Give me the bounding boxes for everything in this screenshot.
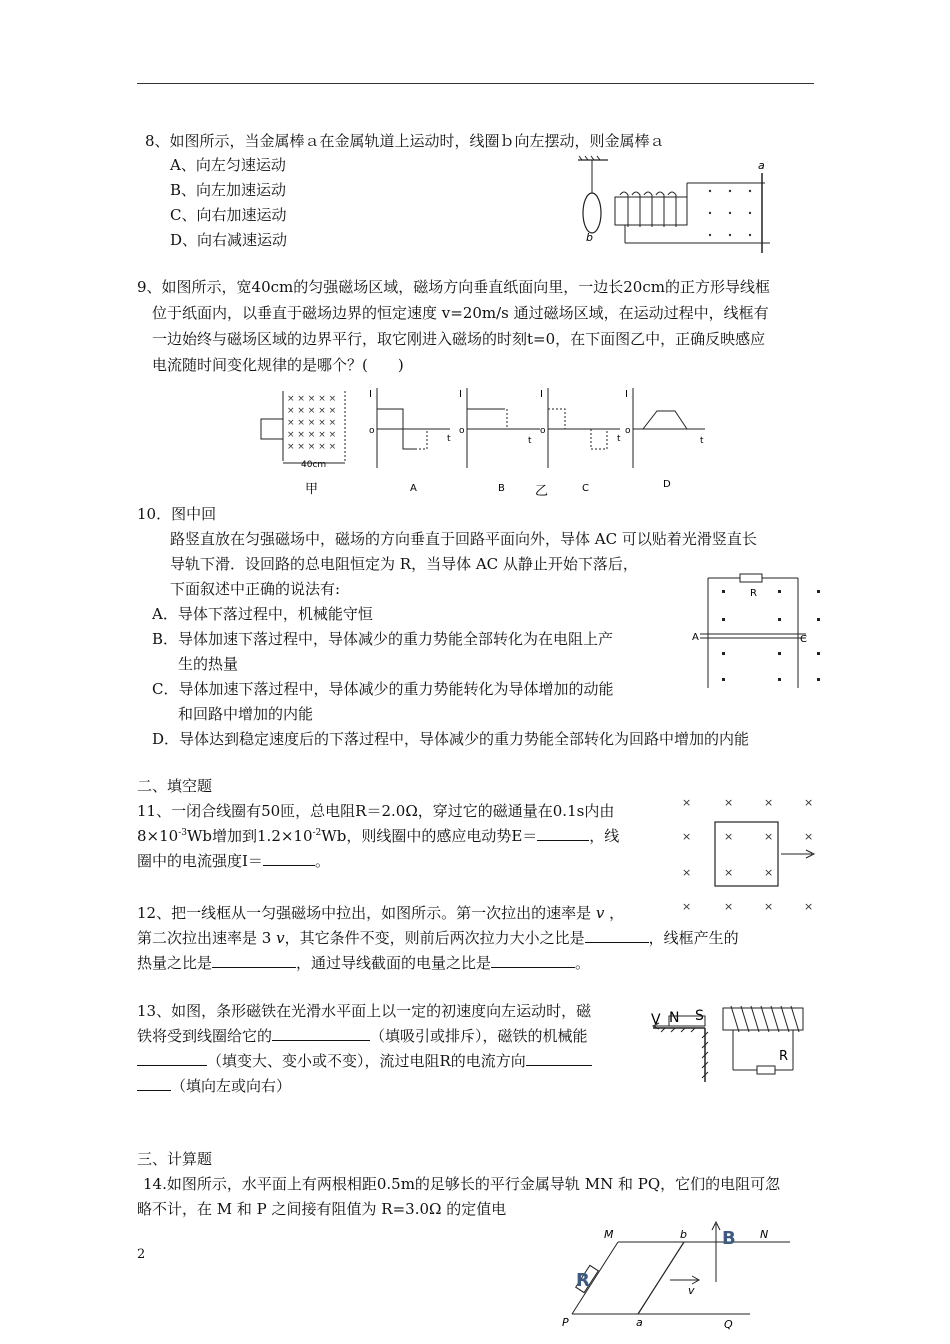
q14-label-N: N [760,1228,769,1241]
section-fill-in: 二、填空题 [137,777,213,795]
q9-line3: 一边始终与磁场区域的边界平行，取它刚进入磁场的时刻t=0，在下面图乙中，正确反映感应 [152,330,766,348]
q9-B-axis-I: I [459,389,462,400]
q12-line3: 热量之比是 ，通过导线截面的电量之比是 。 [137,954,591,972]
svg-text:×: × [682,830,692,843]
q14-label-v: v [688,1284,695,1297]
q9-D-axis-I: I [625,389,628,400]
q12-blank-charge[interactable] [491,953,575,968]
q9-B-axis-t: t [528,436,532,446]
svg-text:×: × [724,866,734,879]
q12-blank-heat[interactable] [212,953,296,968]
svg-text:× × × × ×: × × × × × [287,442,337,452]
q8-label-b: b [586,231,593,244]
svg-text:×: × [682,866,692,879]
q10-option-a: A．导体下落过程中，机械能守恒 [152,605,373,623]
q11-blank-current[interactable] [263,851,315,866]
q10-figure [690,570,830,688]
q13-label-N: N [669,1010,680,1026]
svg-text:×: × [682,900,692,913]
q9-A-axis-I: I [369,389,372,400]
q13-line1: 13、如图，条形磁铁在光滑水平面上以一定的初速度向左运动时，磁 [137,1002,592,1020]
q13-line2: 铁将受到线圈给它的 （填吸引或排斥），磁铁的机械能 [137,1027,588,1045]
page-number: 2 [137,1247,146,1262]
q9-label-yi: 乙 [535,484,549,499]
q14-label-a: a [636,1316,643,1329]
q8-option-c: C、向右加速运动 [170,206,287,224]
q14-label-P: P [562,1316,569,1329]
q9-line2: 位于纸面内，以垂直于磁场边界的恒定速度 v=20m/s 通过磁场区域，在运动过程中，线框有 [152,304,769,322]
q9-A-axis-t: t [447,434,451,444]
q14-label-Q: Q [724,1318,733,1331]
q9-label-A: A [410,483,417,494]
q12-line1: 12、把一线框从一匀强磁场中拉出，如图所示。第一次拉出的速率是 v ， [137,904,625,922]
q13-blank-force[interactable] [272,1026,370,1041]
q9-width-label: 40cm [301,460,327,470]
section-calculation: 三、计算题 [137,1150,213,1168]
q10-line1: 路竖直放在匀强磁场中，磁场的方向垂直于回路平面向外，导体 AC 可以贴着光滑竖直长 [170,530,757,548]
q10-option-b-cont: 生的热量 [178,655,239,673]
q11-blank-emf[interactable] [537,826,589,841]
q9-C-axis-I: I [540,389,543,400]
q10-line2: 导轨下滑．设回路的总电阻恒定为 R，当导体 AC 从静止开始下落后， [170,555,638,573]
q12-blank-force[interactable] [585,928,649,943]
q13-line3: （填变大、变小或不变），流过电阻R的电流方向 [137,1050,592,1071]
q9-D-axis-t: t [700,436,704,446]
q10-label-A: A [692,632,699,643]
q10-label-R: R [750,588,757,599]
svg-text:× × × × ×: × × × × × [287,430,337,440]
q14-line2: 略不计，在 M 和 P 之间接有阻值为 R=3.0Ω 的定值电 [137,1200,507,1218]
header-rule [137,83,814,84]
q14-label-M: M [604,1228,614,1241]
q13-figure [645,1002,815,1084]
q9-D-origin: o [625,426,631,436]
q9-figure [255,383,715,498]
svg-text:×: × [804,900,814,913]
q9-label-jia: 甲 [305,482,319,497]
svg-text:× × × × ×: × × × × × [287,406,337,416]
q13-label-R: R [779,1049,789,1064]
q10-option-b: B．导体加速下落过程中，导体减少的重力势能全部转化为在电阻上产 [152,630,614,648]
q14-label-b: b [680,1228,687,1241]
q13-blank-direction-a[interactable] [526,1051,592,1066]
q10-line3: 下面叙述中正确的说法有: [170,580,341,598]
q9-label-C: C [582,483,589,494]
svg-text:×: × [764,866,774,879]
q9-line1: 9、如图所示，宽40cm的匀强磁场区域，磁场方向垂直纸面向里，一边长20cm的正方形导线框 [137,278,770,296]
q8-option-d: D、向右减速运动 [170,231,288,249]
q14-figure [560,1222,790,1344]
q12-line2: 第二次拉出速率是 3 v，其它条件不变，则前后两次拉力大小之比是 ，线框产生的 [137,929,739,947]
q9-C-axis-t: t [617,434,621,444]
svg-text:×: × [764,900,774,913]
q8-label-a: a [758,159,765,172]
svg-text:×: × [682,796,692,809]
q13-label-v: V [651,1012,661,1028]
q11-line3: 圈中的电流强度I＝ 。 [137,852,330,870]
svg-text:× × × × ×: × × × × × [287,394,337,404]
q9-label-D: D [663,479,671,490]
q10-option-c-cont: 和回路中增加的内能 [178,705,314,723]
q9-line4: 电流随时间变化规律的是哪个？( ) [152,356,404,374]
svg-text:×: × [764,796,774,809]
q13-line4: （填向左或向右） [137,1075,291,1096]
svg-text:×: × [764,830,774,843]
q9-label-B: B [498,483,505,494]
q10-option-d: D．导体达到稳定速度后的下落过程中，导体减少的重力势能全部转化为回路中增加的内能 [152,730,750,748]
q8-figure [570,155,790,260]
svg-text:×: × [804,796,814,809]
q13-label-S: S [695,1008,704,1024]
q14-label-R: R [576,1270,590,1291]
q9-A-origin: o [369,426,375,436]
svg-text:×: × [724,830,734,843]
q10-option-c: C．导体加速下落过程中，导体减少的重力势能转化为导体增加的动能 [152,680,614,698]
q13-blank-direction-b[interactable] [137,1076,171,1091]
q9-C-origin: o [540,426,546,436]
q10-label-C: C [800,634,807,645]
q11-q12-figure [676,792,826,917]
svg-text:×: × [804,830,814,843]
q10-number: 10．图中回 [137,505,217,523]
q13-blank-energy[interactable] [137,1051,207,1066]
q9-B-origin: o [459,426,465,436]
q8-option-a: A、向左匀速运动 [170,156,286,174]
q8-option-b: B、向左加速运动 [170,181,287,199]
q14-label-B: B [722,1228,736,1249]
svg-text:× × × × ×: × × × × × [287,418,337,428]
q8-stem: 8、如图所示，当金属棒ａ在金属轨道上运动时，线圈ｂ向左摆动，则金属棒ａ [145,132,665,150]
svg-text:×: × [724,796,734,809]
q11-line1: 11、一闭合线圈有50匝，总电阻R＝2.0Ω，穿过它的磁通量在0.1s内由 [137,802,615,820]
svg-text:×: × [724,900,734,913]
q14-line1: 14.如图所示，水平面上有两根相距0.5m的足够长的平行金属导轨 MN 和 PQ，它们的电阻可忽 [143,1175,781,1193]
q11-line2: $8\times 10^{-3}Wb$增加到$1.2\times 10^{-2}Wb$，则线圈中的感应电动势E＝ ，线 [137,827,620,845]
